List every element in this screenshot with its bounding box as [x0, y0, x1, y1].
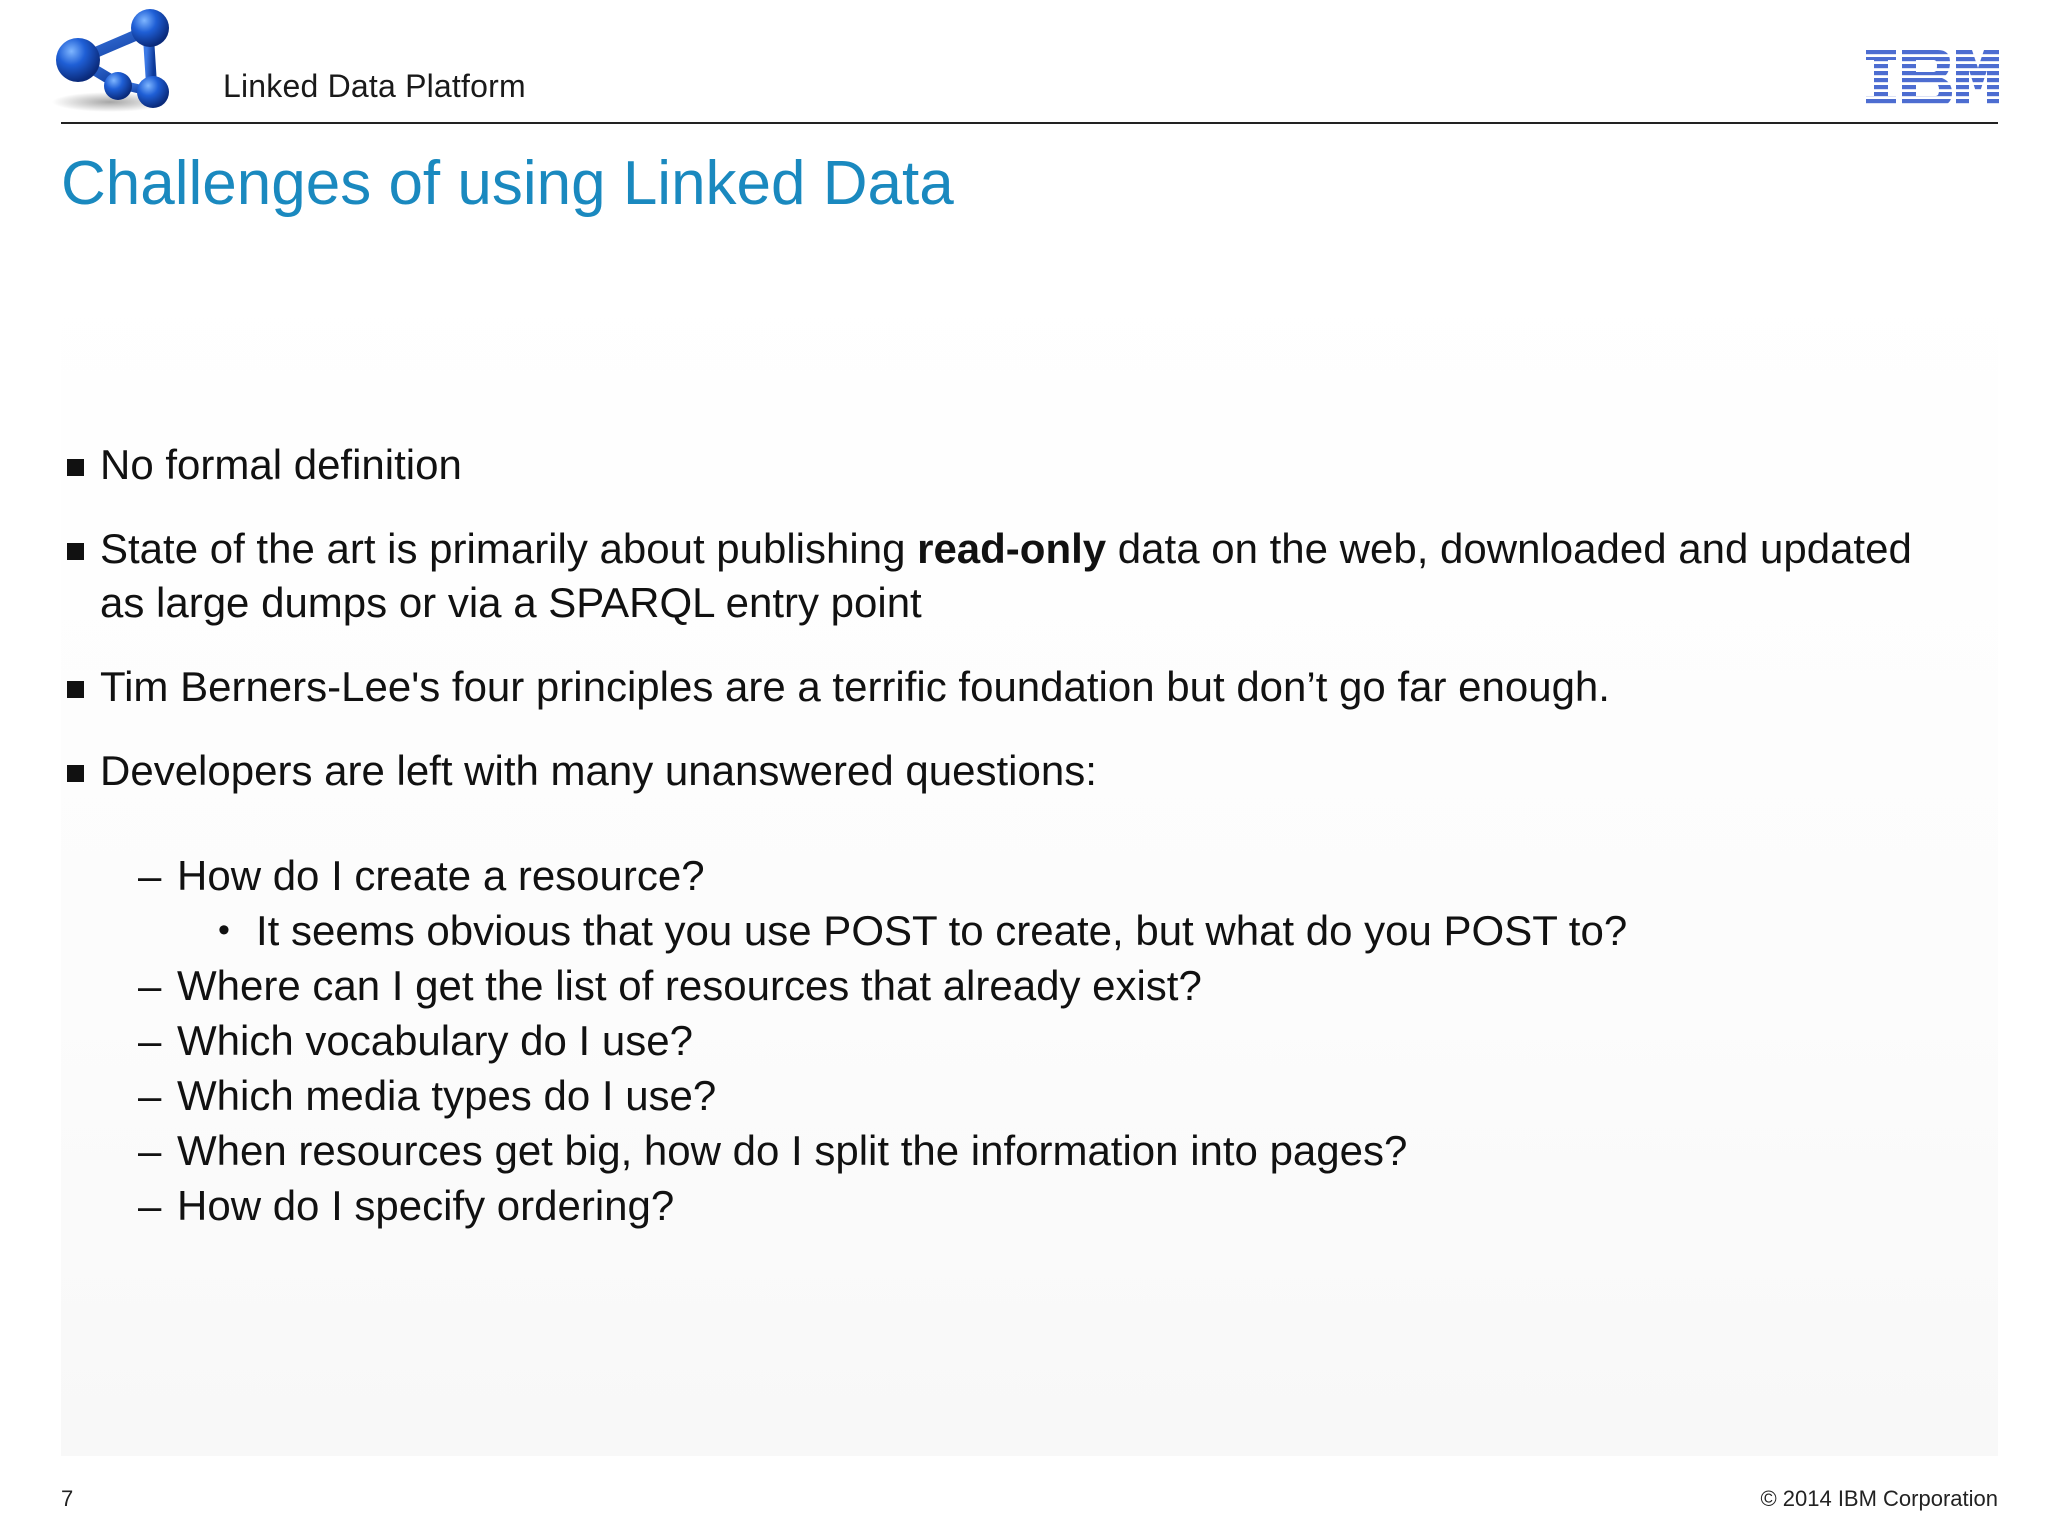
question-list: [136, 848, 1936, 1233]
square-bullet-icon: [67, 681, 84, 698]
dash-bullet-icon: –: [138, 852, 162, 899]
bullet-text-bold: read-only: [917, 525, 1107, 572]
bullet-item: [61, 744, 1961, 798]
question-item: [136, 1068, 1936, 1123]
molecule-logo-icon: [50, 4, 180, 116]
question-text: Which media types do I use?: [177, 1072, 717, 1119]
bullet-list: [61, 438, 1961, 828]
copyright-notice: © 2014 IBM Corporation: [1760, 1486, 1998, 1511]
bullet-text-post: data on the web, downloaded and updated as large dumps or via a SPARQL entry point: [100, 525, 1912, 626]
bullet-text: Tim Berners-Lee's four principles are a terrific foundation but don’t go far enough.: [100, 663, 1610, 710]
dot-bullet-icon: •: [218, 911, 230, 949]
question-item: [136, 848, 1936, 903]
dash-bullet-icon: –: [138, 1127, 162, 1174]
dash-bullet-icon: –: [138, 962, 162, 1009]
square-bullet-icon: [67, 543, 84, 560]
page-number: 7: [61, 1486, 74, 1511]
question-item: [136, 1013, 1936, 1068]
question-text: How do I create a resource?: [177, 852, 705, 899]
dash-bullet-icon: –: [138, 1182, 162, 1229]
platform-name: Linked Data Platform: [223, 68, 526, 104]
dash-bullet-icon: –: [138, 1017, 162, 1064]
question-item: [136, 1123, 1936, 1178]
question-text: How do I specify ordering?: [177, 1182, 675, 1229]
bullet-text: No formal definition: [100, 441, 462, 488]
question-item: [136, 1178, 1936, 1233]
bullet-item: [61, 522, 1961, 630]
bullet-text: Developers are left with many unanswered questions:: [100, 747, 1097, 794]
question-text: Where can I get the list of resources that already exist?: [177, 962, 1202, 1009]
question-item: [136, 958, 1936, 1013]
question-text: When resources get big, how do I split the information into pages?: [177, 1127, 1408, 1174]
bullet-item: [61, 660, 1961, 714]
question-subitem: [136, 903, 1936, 958]
question-subtext: It seems obvious that you use POST to create, but what do you POST to?: [256, 907, 1628, 954]
slide-title: Challenges of using Linked Data: [61, 149, 954, 218]
bullet-item: [61, 438, 1961, 492]
header-divider: [61, 122, 1998, 124]
square-bullet-icon: [67, 765, 84, 782]
question-text: Which vocabulary do I use?: [177, 1017, 693, 1064]
bullet-text-pre: State of the art is primarily about publishing: [100, 525, 918, 572]
dash-bullet-icon: –: [138, 1072, 162, 1119]
ibm-logo: [1866, 50, 1999, 106]
square-bullet-icon: [67, 459, 84, 476]
